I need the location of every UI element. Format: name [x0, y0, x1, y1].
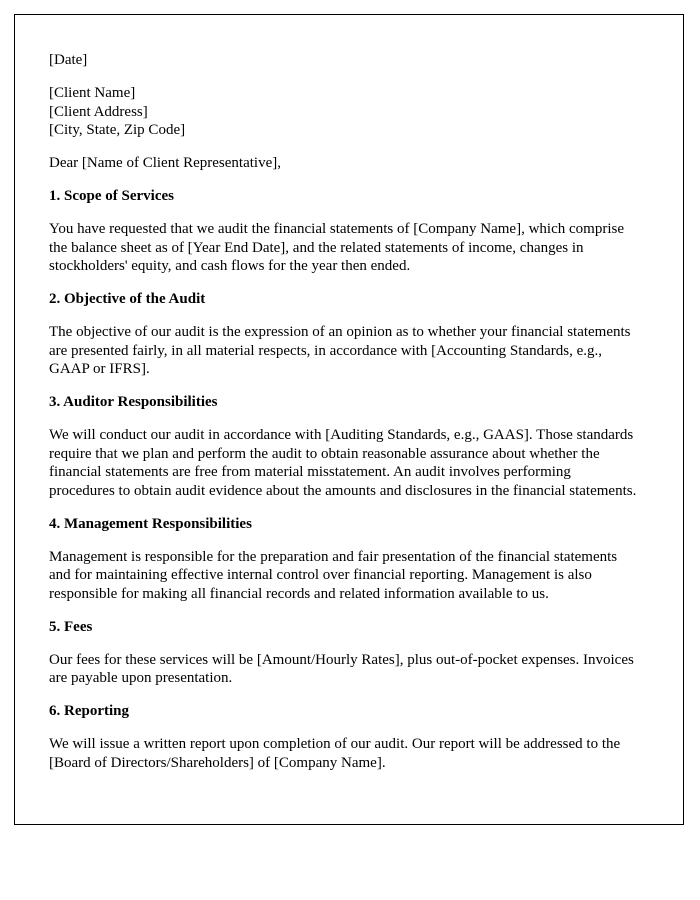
- section-body-management-responsibilities: Management is responsible for the preparation and fair presentation of the financial statements and for maintaining effective internal control over financial reporting. Management is also responsible for making all financial records and related information available to us.: [49, 548, 618, 602]
- letter-page: [14, 14, 684, 825]
- section-body-auditor-responsibilities: We will conduct our audit in accordance with [Auditing Standards, e.g., GAAS]. Those standards require that we plan and perform the audit to obtain reasonable assurance about whether the financial statements are free from material misstatement. An audit involves performing procedures to obtain audit evidence about the amounts and disclosures in the financial statements.: [49, 427, 637, 499]
- section-body-objective: The objective of our audit is the expression of an opinion as to whether your financial statements are presented fairly, in all material respects, in accordance with [Accounting Standards, e.g., GAAP or IFRS].: [49, 324, 631, 377]
- section-heading-scope: 1. Scope of Services: [49, 188, 174, 204]
- section-heading-objective: 2. Objective of the Audit: [49, 291, 206, 307]
- section-body-scope: You have requested that we audit the financial statements of [Company Name], which comprise the balance sheet as of [Year End Date], and the related statements of income, changes in stockholders' equity, and cash flows for the year then ended.: [49, 221, 624, 274]
- section-body-fees: Our fees for these services will be [Amount/Hourly Rates], plus out-of-pocket expenses. Invoices are payable upon presentation.: [49, 651, 634, 686]
- section-heading-reporting: 6. Reporting: [49, 703, 129, 719]
- client-address-line: [Client Address]: [49, 103, 148, 120]
- section-heading-management-responsibilities: 4. Management Responsibilities: [49, 515, 252, 532]
- client-name-line: [Client Name]: [49, 85, 136, 101]
- section-heading-auditor-responsibilities: 3. Auditor Responsibilities: [49, 394, 218, 410]
- salutation: Dear [Name of Client Representative],: [49, 155, 281, 171]
- section-body-reporting: We will issue a written report upon completion of our audit. Our report will be addressed to the [Board of Directors/Shareholders] of [Company Name].: [49, 736, 621, 771]
- date-line: [Date]: [49, 52, 88, 68]
- letter-content: [15, 15, 683, 772]
- client-address-block: [49, 84, 637, 140]
- client-city-state-zip-line: [City, State, Zip Code]: [49, 122, 186, 138]
- section-heading-fees: 5. Fees: [49, 618, 93, 635]
